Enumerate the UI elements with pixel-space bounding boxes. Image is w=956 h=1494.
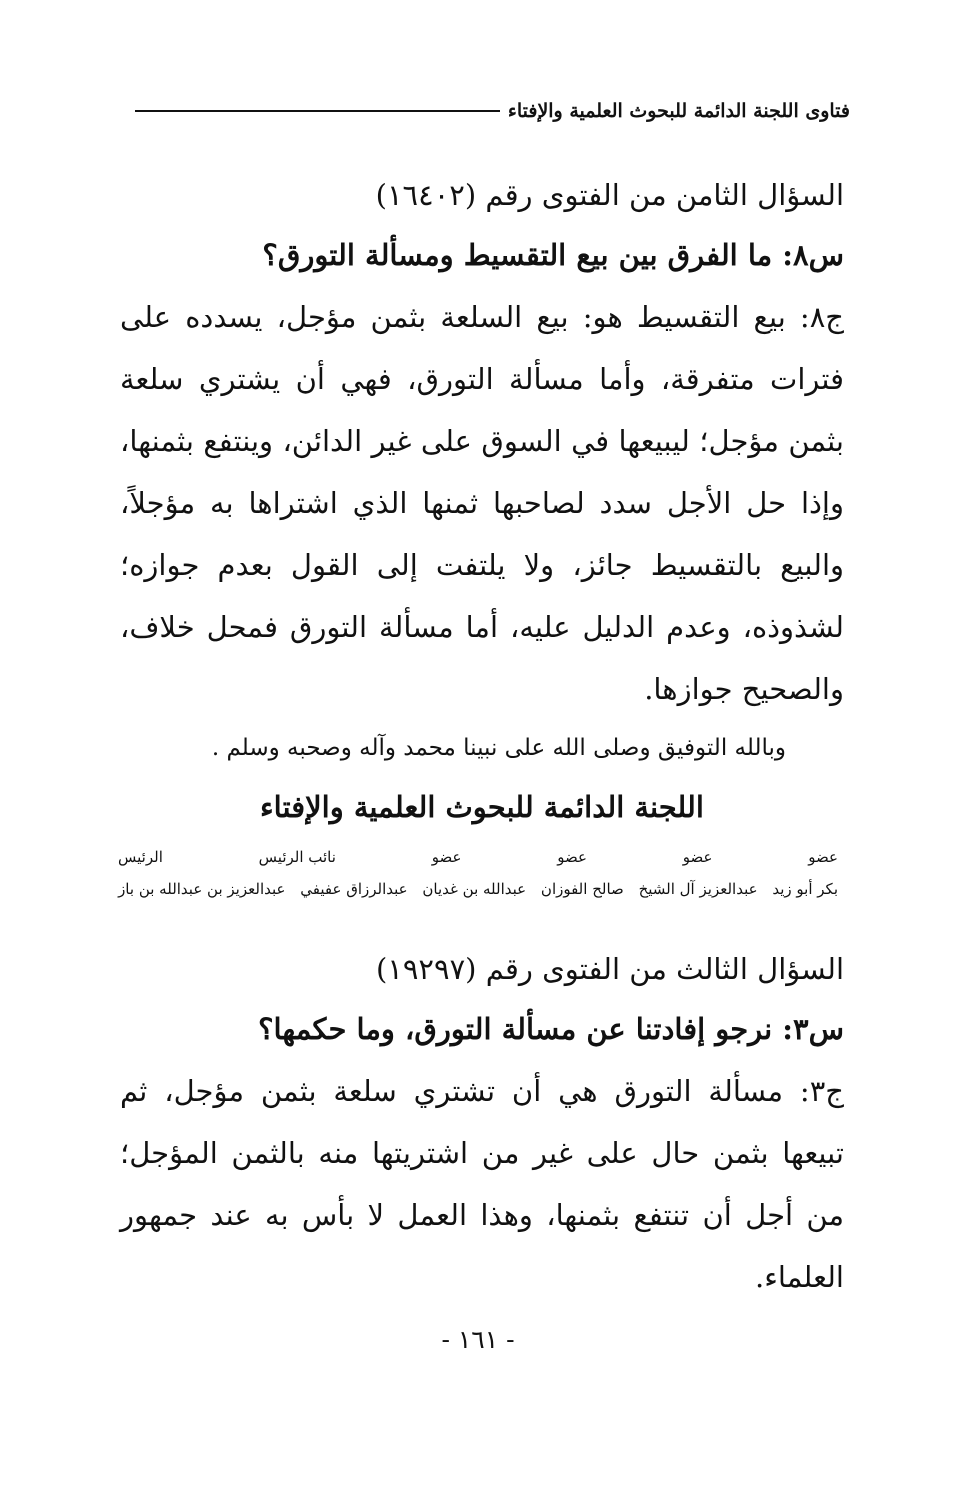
signatory-name: بكر أبو زيد [772, 880, 838, 898]
committee-title: اللجنة الدائمة للبحوث العلمية والإفتاء [260, 790, 704, 824]
header-rule [135, 110, 500, 112]
fatwa1-closing: وبالله التوفيق وصلى الله على نبينا محمد وآله وصحبه وسلم . [211, 735, 786, 761]
signatory-role: عضو [808, 848, 838, 866]
fatwa1-question: س٨: ما الفرق بين بيع التقسيط ومسألة التورق؟ [262, 238, 844, 272]
signatory-names [118, 880, 838, 898]
fatwa2-question: س٣: نرجو إفادتنا عن مسألة التورق، وما حكمها؟ [258, 1012, 844, 1046]
fatwa2-heading: السؤال الثالث من الفتوى رقم (١٩٢٩٧) [375, 952, 844, 986]
signatory-role: عضو [557, 848, 587, 866]
signatory-role: نائب الرئيس [258, 848, 336, 866]
fatwa2-answer: ج٣: مسألة التورق هي أن تشتري سلعة بثمن مؤجل، ثم تبيعها بثمن حال على غير من اشتريتها منه بالثمن المؤجل؛ من أجل أن تنتفع بثمنها، وهذا العمل لا بأس به عند جمهور العلماء. [120, 1074, 844, 1294]
signatory-roles [118, 848, 838, 866]
signatory-role: الرئيس [118, 848, 163, 866]
signatory-name: صالح الفوزان [540, 880, 624, 898]
fatwa1-heading: السؤال الثامن من الفتوى رقم (١٦٤٠٢) [375, 178, 844, 212]
signatory-name: عبدالعزيز آل الشيخ [638, 880, 758, 898]
running-header [135, 100, 850, 122]
fatwa1-answer: ج٨: بيع التقسيط هو: بيع السلعة بثمن مؤجل، يسدده على فترات متفرقة، وأما مسألة التورق، فهي أن يشتري سلعة بثمن مؤجل؛ ليبيعها في السوق على غير الدائن، وينتفع بثمنها، وإذا حل الأجل سدد لصاحبها ثمنها الذي اشتراها به مؤجلاً، والبيع بالتقسيط جائز، ولا يلتفت إلى القول بعدم جوازه؛ لشذوذه، وعدم الدليل عليه، أما مسألة التورق فمحل خلاف، والصحيح جوازها. [120, 300, 844, 706]
signatory-name: عبدالعزيز بن عبدالله بن باز [118, 880, 286, 898]
signatory-role: عضو [431, 848, 462, 866]
header-title: فتاوى اللجنة الدائمة للبحوث العلمية والإفتاء [507, 100, 850, 122]
signatory-name: عبدالرزاق عفيفي [300, 880, 408, 898]
page-number: - ١٦١ - [441, 1325, 515, 1354]
signatory-name: عبدالله بن غديان [422, 880, 527, 898]
signatory-role: عضو [682, 848, 713, 866]
